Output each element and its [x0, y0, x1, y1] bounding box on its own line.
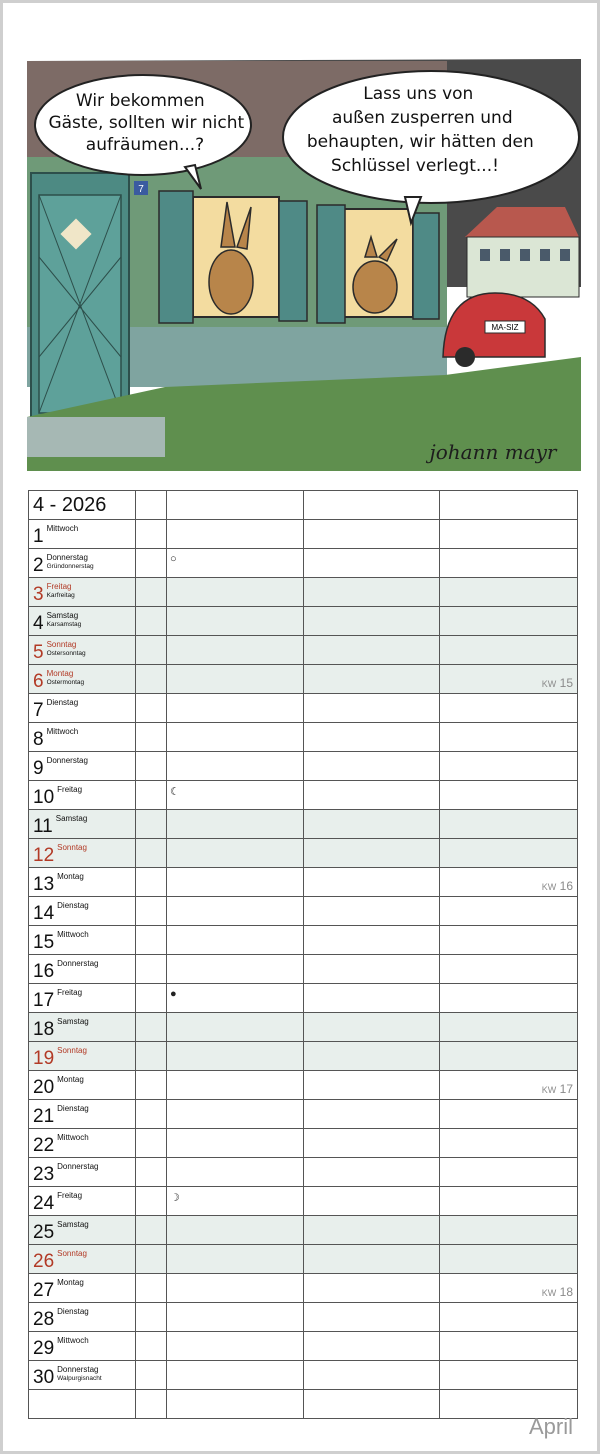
calendar-week-label: KW 17: [541, 1082, 573, 1096]
weekday-label: Freitag: [46, 582, 72, 591]
entry-cell[interactable]: [167, 1129, 304, 1158]
entry-cell[interactable]: [304, 1303, 440, 1332]
day-number: 11: [33, 816, 53, 837]
day-row: [29, 1013, 578, 1042]
entry-cell[interactable]: [304, 1071, 440, 1100]
day-number: 15: [33, 932, 55, 953]
day-cell: [29, 1013, 136, 1042]
day-cell: [29, 752, 136, 781]
entry-cell[interactable]: [167, 810, 304, 839]
day-row: [29, 1361, 578, 1390]
entry-cell[interactable]: [440, 549, 578, 578]
entry-cell[interactable]: [440, 694, 578, 723]
moon-phase-icon: ☽: [170, 1192, 180, 1204]
day-row: [29, 781, 578, 810]
entry-cell[interactable]: [304, 1332, 440, 1361]
entry-cell[interactable]: [136, 1361, 167, 1390]
day-row: [29, 1042, 578, 1071]
weekday-label: Mittwoch: [46, 727, 79, 736]
entry-cell[interactable]: [304, 926, 440, 955]
calendar-grid: [28, 490, 578, 1419]
entry-cell[interactable]: [304, 1216, 440, 1245]
weekday-label: Montag: [57, 1075, 84, 1084]
day-cell: [29, 1129, 136, 1158]
day-row: [29, 578, 578, 607]
entry-cell[interactable]: [136, 1042, 167, 1071]
entry-cell[interactable]: [304, 1042, 440, 1071]
calendar-week-label: KW 18: [541, 1285, 573, 1299]
weekday-label: Donnerstag: [57, 1365, 99, 1374]
entry-cell[interactable]: [167, 1216, 304, 1245]
entry-cell[interactable]: [136, 520, 167, 549]
entry-cell[interactable]: [440, 665, 578, 694]
entry-cell[interactable]: [167, 1187, 304, 1216]
entry-cell[interactable]: [304, 1187, 440, 1216]
entry-cell[interactable]: [136, 1274, 167, 1303]
day-number: 12: [33, 845, 55, 866]
holiday-label: Walpurgisnacht: [57, 1375, 102, 1382]
day-cell: [29, 897, 136, 926]
day-number: 20: [33, 1077, 55, 1098]
entry-cell[interactable]: [167, 926, 304, 955]
holiday-label: Gründonnerstag: [46, 563, 94, 570]
weekday-label: Samstag: [46, 611, 79, 620]
entry-cell[interactable]: [136, 781, 167, 810]
entry-cell[interactable]: [440, 636, 578, 665]
day-cell: [29, 694, 136, 723]
day-number: 29: [33, 1338, 55, 1359]
entry-cell[interactable]: [304, 549, 440, 578]
entry-cell[interactable]: [440, 723, 578, 752]
entry-cell[interactable]: [304, 1361, 440, 1390]
weekday-label: Mittwoch: [46, 524, 79, 533]
entry-cell[interactable]: [304, 1158, 440, 1187]
entry-cell[interactable]: [304, 897, 440, 926]
entry-cell[interactable]: [167, 781, 304, 810]
day-number: 7: [33, 700, 44, 721]
svg-text:Wir bekommen Gäste, soll: Wir bekommen Gäste, sollten wir nicht aufräumen...?: [48, 91, 245, 155]
weekday-label: Samstag: [57, 1220, 89, 1229]
day-cell: [29, 955, 136, 984]
entry-cell[interactable]: [167, 752, 304, 781]
entry-cell[interactable]: [440, 839, 578, 868]
entry-cell[interactable]: [136, 926, 167, 955]
day-row: [29, 694, 578, 723]
day-number: 1: [33, 526, 44, 547]
day-row: [29, 1129, 578, 1158]
weekday-label: Donnerstag: [57, 1162, 99, 1171]
cartoon-illustration: [25, 57, 581, 471]
weekday-label: Donnerstag: [57, 959, 99, 968]
entry-cell[interactable]: [167, 1390, 304, 1419]
day-number: 3: [33, 584, 44, 605]
entry-cell[interactable]: [136, 491, 167, 520]
day-row: [29, 926, 578, 955]
entry-cell[interactable]: [440, 781, 578, 810]
month-year-label: 4 - 2026: [29, 491, 136, 520]
entry-cell[interactable]: [136, 636, 167, 665]
day-cell: [29, 1332, 136, 1361]
entry-cell[interactable]: [440, 1013, 578, 1042]
entry-cell[interactable]: [440, 1303, 578, 1332]
day-number: 18: [33, 1019, 55, 1040]
entry-cell[interactable]: [440, 578, 578, 607]
weekday-label: Samstag: [55, 814, 88, 823]
entry-cell[interactable]: [304, 781, 440, 810]
entry-cell[interactable]: [136, 694, 167, 723]
day-cell: [29, 1245, 136, 1274]
day-cell: [29, 607, 136, 636]
entry-cell[interactable]: [167, 491, 304, 520]
entry-cell[interactable]: [136, 1187, 167, 1216]
day-row: [29, 1187, 578, 1216]
day-row: [29, 955, 578, 984]
entry-cell[interactable]: [304, 868, 440, 897]
entry-cell[interactable]: [136, 1245, 167, 1274]
entry-cell[interactable]: [440, 1129, 578, 1158]
entry-cell[interactable]: [304, 1245, 440, 1274]
entry-cell[interactable]: [136, 1332, 167, 1361]
day-row: [29, 665, 578, 694]
day-row: [29, 1158, 578, 1187]
entry-cell[interactable]: [136, 1390, 167, 1419]
day-cell: [29, 1216, 136, 1245]
weekday-label: Sonntag: [57, 1046, 87, 1055]
day-row: [29, 1303, 578, 1332]
weekday-label: Samstag: [57, 1017, 89, 1026]
entry-cell[interactable]: [136, 1158, 167, 1187]
day-row: [29, 810, 578, 839]
day-row: [29, 897, 578, 926]
entry-cell[interactable]: [440, 955, 578, 984]
day-row: [29, 1071, 578, 1100]
holiday-label: Karsamstag: [46, 621, 82, 628]
entry-cell[interactable]: [167, 1245, 304, 1274]
holiday-label: Ostermontag: [46, 679, 85, 686]
svg-text:Lass uns von außen zuspe: Lass uns von außen zusperren und behaupten, wir hätten den Schlüssel verlegt...!: [306, 84, 534, 176]
month-header-row: [29, 491, 578, 520]
day-row: [29, 520, 578, 549]
day-cell: [29, 578, 136, 607]
day-number: 25: [33, 1222, 55, 1243]
day-row: [29, 1216, 578, 1245]
weekday-label: Dienstag: [57, 901, 89, 910]
calendar-page: [3, 3, 597, 1451]
entry-cell[interactable]: [167, 723, 304, 752]
entry-cell[interactable]: [136, 607, 167, 636]
entry-cell[interactable]: [440, 1361, 578, 1390]
moon-phase-icon: ☾: [170, 786, 180, 798]
weekday-label: Freitag: [57, 988, 83, 997]
entry-cell[interactable]: [440, 1042, 578, 1071]
entry-cell[interactable]: [167, 1100, 304, 1129]
entry-cell[interactable]: [304, 1274, 440, 1303]
entry-cell[interactable]: [440, 926, 578, 955]
day-cell: [29, 520, 136, 549]
entry-cell[interactable]: [136, 1303, 167, 1332]
entry-cell[interactable]: [167, 578, 304, 607]
entry-cell[interactable]: [136, 723, 167, 752]
entry-cell[interactable]: [440, 810, 578, 839]
entry-cell[interactable]: [304, 1013, 440, 1042]
blank-row: [29, 1390, 578, 1419]
entry-cell[interactable]: [440, 1158, 578, 1187]
entry-cell[interactable]: [136, 1013, 167, 1042]
holiday-label: Karfreitag: [46, 592, 75, 599]
day-row: [29, 984, 578, 1013]
entry-cell[interactable]: [440, 1274, 578, 1303]
day-number: 10: [33, 787, 55, 808]
weekday-label: Mittwoch: [57, 930, 89, 939]
day-number: 16: [33, 961, 55, 982]
entry-cell[interactable]: [304, 839, 440, 868]
day-row: [29, 1100, 578, 1129]
weekday-label: Freitag: [57, 785, 83, 794]
day-row: [29, 1274, 578, 1303]
calendar-week-label: KW 15: [541, 676, 573, 690]
entry-cell[interactable]: [304, 1129, 440, 1158]
weekday-label: Sonntag: [57, 843, 87, 852]
day-row: [29, 1245, 578, 1274]
entry-cell[interactable]: [167, 1332, 304, 1361]
day-number: 17: [33, 990, 55, 1011]
weekday-label: Mittwoch: [57, 1133, 89, 1142]
day-row: [29, 1332, 578, 1361]
entry-cell[interactable]: [136, 839, 167, 868]
weekday-label: Montag: [46, 669, 74, 678]
entry-cell[interactable]: [136, 897, 167, 926]
entry-cell[interactable]: [167, 839, 304, 868]
weekday-label: Donnerstag: [46, 553, 88, 562]
moon-phase-icon: ●: [170, 988, 177, 1000]
entry-cell[interactable]: [440, 1071, 578, 1100]
day-number: 5: [33, 642, 44, 663]
weekday-label: Dienstag: [57, 1104, 89, 1113]
entry-cell[interactable]: [167, 1071, 304, 1100]
entry-cell[interactable]: [304, 607, 440, 636]
entry-cell[interactable]: [136, 549, 167, 578]
day-row: [29, 549, 578, 578]
weekday-label: Dienstag: [57, 1307, 89, 1316]
day-number: 19: [33, 1048, 55, 1069]
day-cell: [29, 665, 136, 694]
day-number: 2: [33, 555, 44, 576]
day-cell: [29, 810, 136, 839]
day-number: 13: [33, 874, 55, 895]
day-cell: [29, 1361, 136, 1390]
day-number: 9: [33, 758, 44, 779]
day-cell: [29, 839, 136, 868]
weekday-label: Donnerstag: [46, 756, 88, 765]
entry-cell[interactable]: [167, 897, 304, 926]
entry-cell[interactable]: [136, 1216, 167, 1245]
entry-cell[interactable]: [440, 1100, 578, 1129]
entry-cell[interactable]: [136, 665, 167, 694]
entry-cell[interactable]: [167, 607, 304, 636]
calendar-week-label: KW 16: [541, 879, 573, 893]
artist-signature: johann mayr: [429, 440, 557, 464]
day-cell: [29, 1158, 136, 1187]
entry-cell[interactable]: [136, 984, 167, 1013]
entry-cell[interactable]: [136, 1129, 167, 1158]
entry-cell[interactable]: [304, 955, 440, 984]
entry-cell[interactable]: [136, 1071, 167, 1100]
entry-cell[interactable]: [304, 636, 440, 665]
entry-cell[interactable]: [440, 1216, 578, 1245]
entry-cell[interactable]: [304, 520, 440, 549]
day-cell: [29, 1187, 136, 1216]
entry-cell[interactable]: [440, 520, 578, 549]
day-cell: [29, 723, 136, 752]
entry-cell[interactable]: [167, 1361, 304, 1390]
entry-cell[interactable]: [167, 868, 304, 897]
weekday-label: Freitag: [57, 1191, 83, 1200]
day-cell: [29, 1303, 136, 1332]
entry-cell[interactable]: [304, 578, 440, 607]
day-number: 14: [33, 903, 55, 924]
day-cell: [29, 549, 136, 578]
entry-cell[interactable]: [304, 491, 440, 520]
weekday-label: Sonntag: [46, 640, 77, 649]
day-cell: [29, 1274, 136, 1303]
entry-cell[interactable]: [167, 665, 304, 694]
day-cell: [29, 926, 136, 955]
day-number: 8: [33, 729, 44, 750]
entry-cell[interactable]: [167, 1158, 304, 1187]
entry-cell[interactable]: [440, 752, 578, 781]
entry-cell[interactable]: [136, 1100, 167, 1129]
entry-cell[interactable]: [167, 1013, 304, 1042]
entry-cell[interactable]: [440, 491, 578, 520]
day-number: 26: [33, 1251, 55, 1272]
license-plate: MA-SIZ: [491, 323, 519, 332]
day-number: 4: [33, 613, 44, 634]
entry-cell[interactable]: [440, 1245, 578, 1274]
day-cell: [29, 636, 136, 665]
entry-cell[interactable]: [304, 810, 440, 839]
entry-cell[interactable]: [304, 723, 440, 752]
entry-cell[interactable]: [167, 549, 304, 578]
entry-cell[interactable]: [136, 868, 167, 897]
entry-cell[interactable]: [167, 1042, 304, 1071]
entry-cell[interactable]: [136, 955, 167, 984]
entry-cell[interactable]: [167, 636, 304, 665]
entry-cell[interactable]: [304, 694, 440, 723]
entry-cell[interactable]: [304, 665, 440, 694]
day-cell: [29, 1071, 136, 1100]
holiday-label: Ostersonntag: [46, 650, 86, 657]
entry-cell[interactable]: [440, 1187, 578, 1216]
day-number: 24: [33, 1193, 55, 1214]
weekday-label: Montag: [57, 872, 84, 881]
entry-cell[interactable]: [136, 578, 167, 607]
entry-cell[interactable]: [440, 607, 578, 636]
day-number: 6: [33, 671, 44, 692]
day-cell: [29, 984, 136, 1013]
entry-cell[interactable]: [167, 694, 304, 723]
day-number: 27: [33, 1280, 55, 1301]
day-row: [29, 607, 578, 636]
day-number: 28: [33, 1309, 55, 1330]
entry-cell[interactable]: [304, 984, 440, 1013]
entry-cell[interactable]: [167, 1274, 304, 1303]
entry-cell[interactable]: [440, 897, 578, 926]
day-cell: [29, 781, 136, 810]
day-number: 30: [33, 1367, 55, 1388]
month-name: April: [528, 1414, 573, 1439]
entry-cell[interactable]: [304, 1100, 440, 1129]
day-row: [29, 839, 578, 868]
entry-cell[interactable]: [136, 752, 167, 781]
entry-cell[interactable]: [440, 1332, 578, 1361]
entry-cell[interactable]: [167, 520, 304, 549]
day-cell: [29, 1042, 136, 1071]
weekday-label: Montag: [57, 1278, 84, 1287]
moon-phase-icon: ○: [170, 553, 177, 565]
day-row: [29, 752, 578, 781]
entry-cell[interactable]: [440, 868, 578, 897]
day-row: [29, 636, 578, 665]
day-number: 22: [33, 1135, 55, 1156]
entry-cell[interactable]: [167, 984, 304, 1013]
svg-text:7: 7: [138, 184, 144, 195]
day-cell: [29, 868, 136, 897]
entry-cell[interactable]: [167, 955, 304, 984]
entry-cell[interactable]: [136, 810, 167, 839]
entry-cell[interactable]: [29, 1390, 136, 1419]
entry-cell[interactable]: [440, 984, 578, 1013]
day-cell: [29, 1100, 136, 1129]
day-number: 21: [33, 1106, 55, 1127]
weekday-label: Sonntag: [57, 1249, 87, 1258]
day-row: [29, 723, 578, 752]
weekday-label: Dienstag: [46, 698, 79, 707]
entry-cell[interactable]: [167, 1303, 304, 1332]
day-number: 23: [33, 1164, 55, 1185]
entry-cell[interactable]: [304, 1390, 440, 1419]
entry-cell[interactable]: [304, 752, 440, 781]
weekday-label: Mittwoch: [57, 1336, 89, 1345]
day-row: [29, 868, 578, 897]
